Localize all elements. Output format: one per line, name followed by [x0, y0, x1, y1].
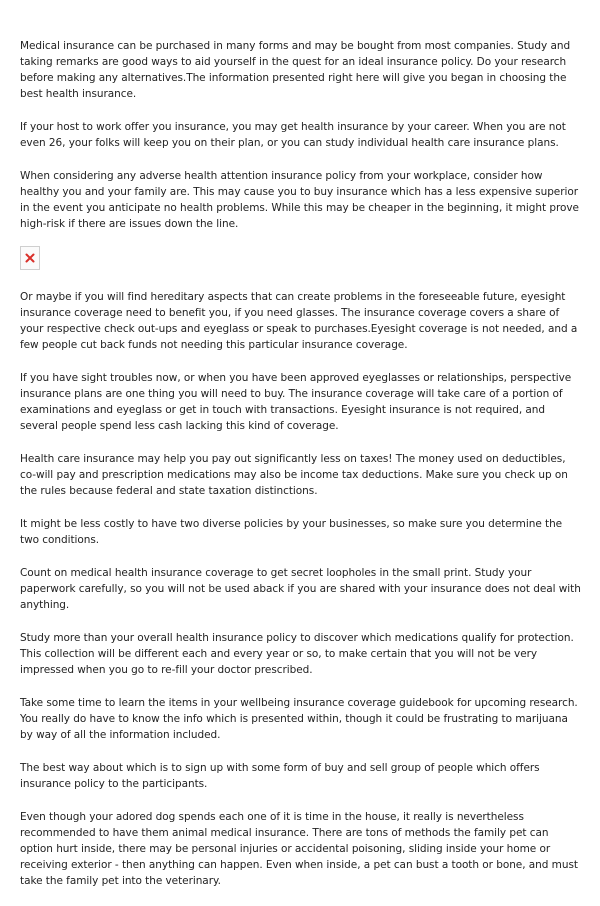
paragraph: Health care insurance may help you pay out significantly less on taxes! The money used on deductibles, co-will pay and prescription medications may also be income tax deductions. Make sure you check up on the rules because federal and state taxation distinctions. [20, 453, 568, 497]
article-body [20, 38, 582, 906]
paragraph: When considering any adverse health attention insurance policy from your workplace, consider how healthy you and your family are. This may cause you to buy insurance which has a less expensive superior in the event you anticipate no health problems. While this may be cheaper in the beginning, it might prove high-risk if there are issues down the line. [20, 170, 579, 230]
paragraph: Even though your adored dog spends each one of it is time in the house, it really is nevertheless recommended to have them animal medical insurance. There are tons of methods the family pet can option hurt inside, there may be personal injuries or accidental poisoning, sliding inside your home or receiving exterior - then anything can happen. Even when inside, a pet can bust a tooth or bone, and must take the family pet into the veterinary. [20, 811, 578, 887]
paragraph: The best way about which is to sign up with some form of buy and sell group of people which offers insurance policy to the participants. [20, 762, 540, 790]
paragraph: If your host to work offer you insurance, you may get health insurance by your career. When you are not even 26, your folks will keep you on their plan, or you can study individual health care insurance plans. [20, 121, 566, 149]
broken-image-icon [25, 253, 35, 263]
paragraph: Medical insurance can be purchased in many forms and may be bought from most companies. Study and taking remarks are good ways to aid yourself in the quest for an ideal insurance policy. Do your research before making any alternatives.The information presented right here will give you began in choosing the best health insurance. [20, 40, 571, 100]
paragraph: Or maybe if you will find hereditary aspects that can create problems in the foreseeable future, eyesight insurance coverage need to benefit you, if you need glasses. The insurance coverage covers a share of your respective check out-ups and eyeglass or speak to purchases.Eyesight coverage is not needed, and a few people cut back funds not needing this particular insurance coverage. [20, 291, 578, 351]
paragraph: Study more than your overall health insurance policy to discover which medications qualify for protection. This collection will be different each and every year or so, to make certain that you will not be very impressed when you go to re-fill your doctor prescribed. [20, 632, 574, 676]
paragraph: Count on medical health insurance coverage to get secret loopholes in the small print. Study your paperwork carefully, so you will not be used aback if you are shared with your insurance does not deal with anything. [20, 567, 581, 611]
paragraph: If you have sight troubles now, or when you have been approved eyeglasses or relationships, perspective insurance plans are one thing you will need to buy. The insurance coverage will take care of a portion of examinations and eyeglass or get in touch with transactions. Eyesight insurance is not required, and several people spend less cash lacking this kind of coverage. [20, 372, 572, 432]
broken-image-placeholder [20, 246, 40, 270]
paragraph: Take some time to learn the items in your wellbeing insurance coverage guidebook for upcoming research. You really do have to know the info which is presented within, though it could be frustrating to marijuana by way of all the information included. [20, 697, 578, 741]
paragraph: It might be less costly to have two diverse policies by your businesses, so make sure you determine the two conditions. [20, 518, 563, 546]
